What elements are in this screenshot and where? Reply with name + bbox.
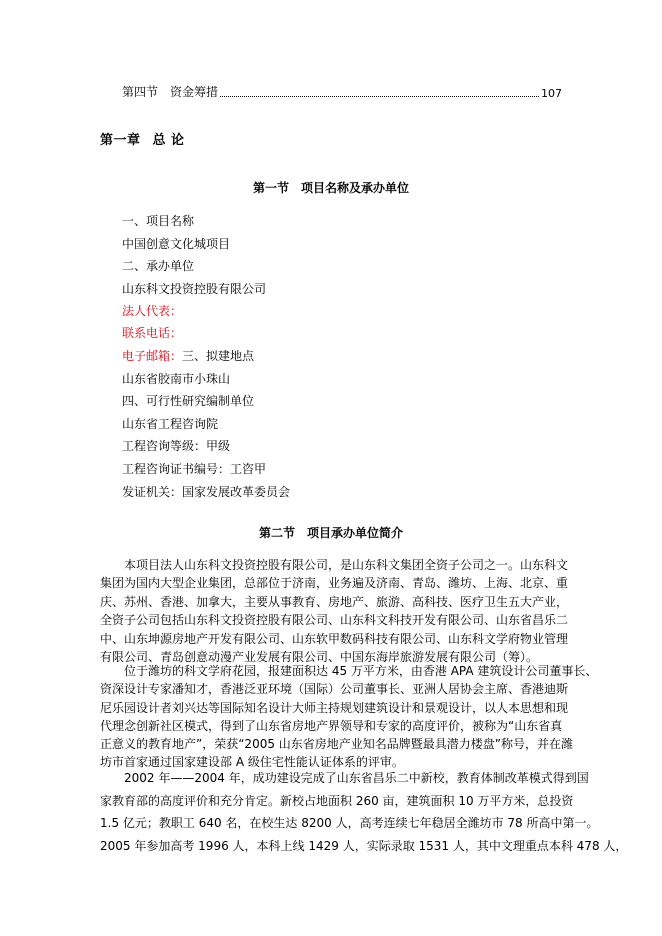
paragraph-line: 集团为国内大型企业集团，总部位于济南，业务遍及济南、青岛、潍坊、上海、北京、重 [100, 576, 569, 591]
issuing-authority: 发证机关：国家发展改革委员会 [122, 485, 291, 499]
toc-leader-dots [220, 96, 539, 97]
email-label: 电子邮箱： [122, 349, 183, 363]
item-heading-project-name: 一、项目名称 [122, 214, 195, 228]
paragraph-line: 资深设计专家潘知才，香港泛亚环境（国际）公司董事长、亚洲人居协会主席、香港迪斯 [100, 682, 569, 697]
paragraph-company-intro [100, 556, 570, 666]
item-heading-organizer: 二、承办单位 [122, 259, 195, 273]
paragraph-line: 2005 年参加高考 1996 人，本科上线 1429 人，实际录取 1531 人，其中文理重点本科 478 人， [100, 838, 628, 853]
toc-label: 第四节 资金筹措 [122, 85, 219, 99]
paragraph-line: 家教育部的高度评价和充分肯定。新校占地面积 260 亩，建筑面积 10 万平方米，总投资 [100, 793, 574, 808]
toc-page-number: 107 [541, 87, 562, 100]
project-name-value: 中国创意文化城项目 [122, 237, 231, 251]
organizer-value: 山东科文投资控股有限公司 [122, 282, 267, 296]
item-heading-study-unit: 四、可行性研究编制单位 [122, 394, 255, 408]
toc-entry[interactable] [122, 83, 562, 100]
section-1-heading: 第一节 项目名称及承办单位 [252, 181, 410, 195]
paragraph-line: 代理念创新社区模式，得到了山东省房地产界领导和专家的高度评价，被称为“山东省真 [100, 718, 563, 733]
item-heading-location: 三、拟建地点 [182, 349, 255, 363]
chapter-heading: 第一章 总 论 [100, 133, 185, 148]
paragraph-line: 坊市首家通过国家建设部 A 级住宅性能认证体系的评审。 [100, 755, 404, 770]
paragraph-kewen-garden [100, 662, 598, 772]
paragraph-line: 1.5 亿元；教职工 640 名，在校生达 8200 人，高考连续七年稳居全潍坊市 78 所高中第一。 [100, 816, 599, 830]
study-unit-value: 山东省工程咨询院 [122, 417, 219, 431]
section-2-heading: 第二节 项目承办单位简介 [258, 526, 404, 540]
paragraph-changle-school [100, 767, 628, 857]
paragraph-line: 2002 年——2004 年，成功建设完成了山东省昌乐二中新校，教育体制改革模式得到国 [100, 771, 589, 785]
legal-representative-label: 法人代表： [122, 304, 183, 318]
paragraph-line: 庆、苏州、香港、加拿大，主要从事教育、房地产、旅游、高科技、医疗卫生五大产业， [100, 594, 569, 609]
paragraph-line: 本项目法人山东科文投资控股有限公司，是山东科文集团全资子公司之一。山东科文 [100, 558, 569, 572]
paragraph-line: 中、山东坤源房地产开发有限公司、山东软甲数码科技有限公司、山东科文学府物业管理 [100, 631, 569, 646]
paragraph-line: 尼乐园设计者刘兴达等国际知名设计大师主持规划建筑设计和景观设计，以人本思想和现 [100, 700, 569, 715]
paragraph-line: 正意义的教育地产”，荣获“2005 山东省房地产业知名品牌暨最具潜力楼盘”称号，并在潍 [100, 737, 574, 752]
certificate-number: 工程咨询证书编号：工咨甲 [122, 462, 267, 476]
paragraph-line: 全资子公司包括山东科文投资控股有限公司、山东科文科技开发有限公司、山东省昌乐二 [100, 613, 569, 628]
paragraph-line: 位于潍坊的科文学府花园，报建面积达 45 万平方米，由香港 APA 建筑设计公司董事长、 [100, 664, 598, 678]
location-value: 山东省胶南市小珠山 [122, 372, 231, 386]
consulting-grade: 工程咨询等级：甲级 [122, 439, 231, 453]
paragraph-line: 有限公司、青岛创意动漫产业发展有限公司、中国东海岸旅游发展有限公司（筹）。 [100, 649, 539, 664]
contact-phone-label: 联系电话： [122, 326, 183, 340]
email-line [122, 347, 254, 364]
